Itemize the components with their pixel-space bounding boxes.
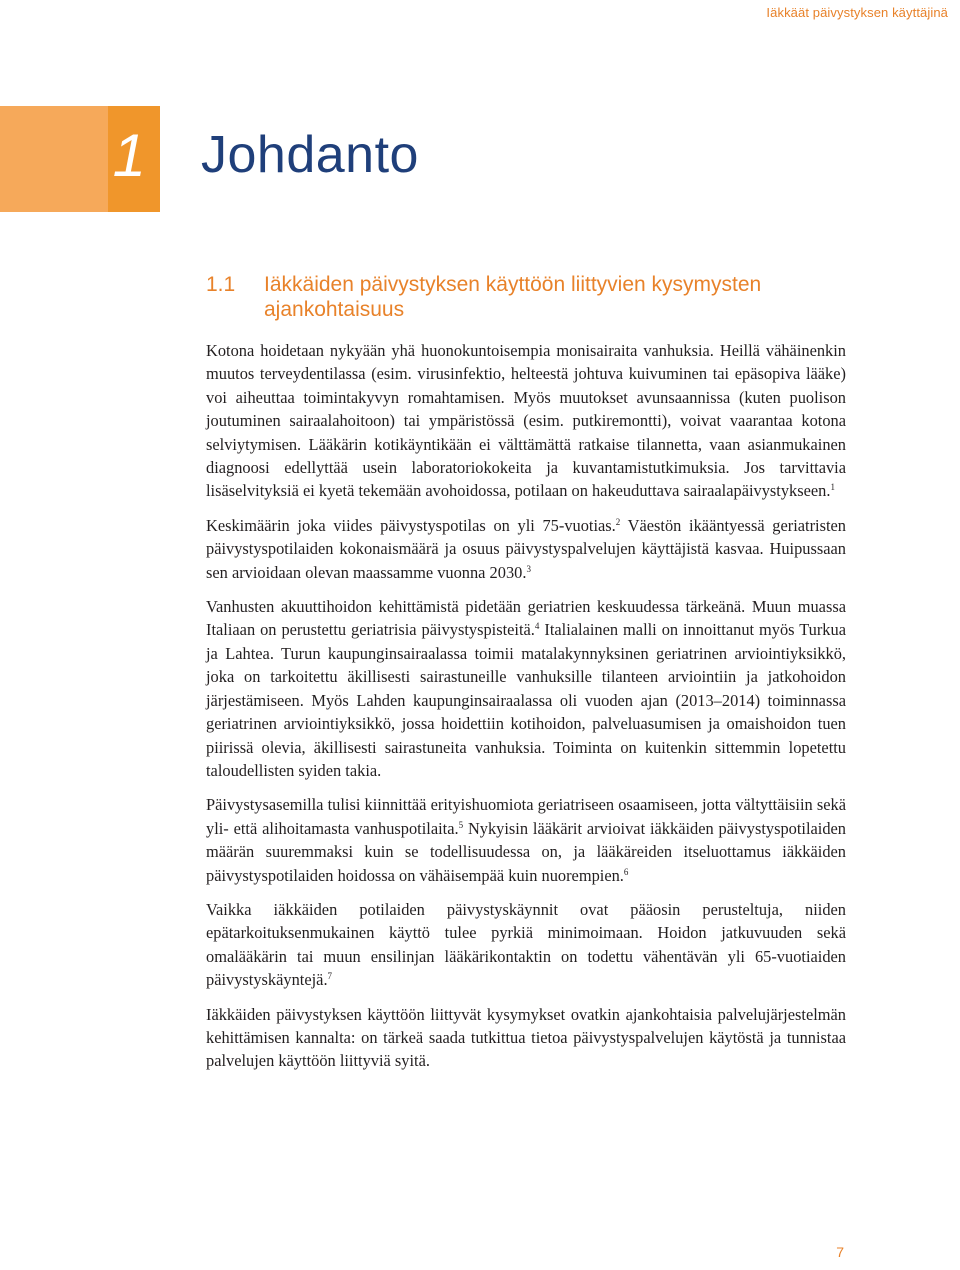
body-paragraph [206,339,846,503]
page-number: 7 [836,1244,844,1260]
paragraph-text: Nykyisin lääkärit arvioivat iäkkäiden päivystyspotilaiden määrän suuremmaksi kuin se todellisuudessa on, ja lääkäreiden itseluottamus iäkkäiden päivystyspotilaiden hoidossa on vähäisempää kuin nuorempien. [206,818,847,885]
paragraph-text: Päivystysasemilla tulisi kiinnittää erityishuomiota geriatriseen osaamiseen, jotta vältyttäisiin sekä yli- että alihoitamasta vanhuspotilaita. [206,795,846,838]
section-number: 1.1 [206,273,236,296]
body-paragraph [206,793,846,887]
footnote-reference: 7 [327,971,333,982]
footnote-reference: 4 [534,621,540,632]
footnote-reference: 1 [830,482,835,493]
chapter-title: Johdanto [201,126,419,184]
paragraph-text: Iäkkäiden päivystyksen käyttöön liittyvät kysymykset ovatkin ajankohtaisia palvelujärjestelmän kehittämisen kannalta: on tärkeä saada tutkittua tietoa päivystyspalvelujen käytöstä ja tunnistaa palvelujen käyttöön liittyviä syitä. [206,1004,846,1071]
chapter-number: 1 [112,122,146,189]
paragraph-text: Vaikka iäkkäiden potilaiden päivystyskäynnit ovat pääosin perusteltuja, niiden epätarkoituksenmukainen käyttö tulee pyrkiä minimoimaan. Hoidon jatkuvuuden sekä omalääkärin tai muun ensilinjan lääkärikontaktin on todettu vähentävän yli 65-vuotiaiden päivystyskäyntejä. [206,899,846,990]
body-paragraph [206,514,846,584]
footnote-reference: 2 [615,516,621,527]
chapter-box-strip [0,106,108,212]
section-heading [206,272,846,322]
footnote-reference: 5 [458,819,464,830]
footnote-reference: 6 [623,866,629,877]
paragraph-text: Kotona hoidetaan nykyään yhä huonokuntoisempia monisairaita vanhuksia. Heillä vähäinenkin muutos terveydentilassa (esim. virusinfektio, helteestä johtuva kuivuminen tai epäsopiva lääke) voi aiheuttaa toimintakyvyn romahtamisen. Myös muutokset avunsaannissa (kuten puolison joutuminen sairaalahoitoon) tai ympäristössä (esim. putkiremontti), voivat vaarantaa kotona selviytymisen. Lääkärin kotikäyntikään ei välttämättä ratkaise tilannetta, vaan asianmukainen diagnoosi edellyttää usein laboratoriokokeita ja kuvantamistutkimuksia. Jos tarvittavia lisäselvityksiä ei kyetä tekemään avohoidossa, potilaan on hakeuduttava sairaalapäivystykseen. [206,341,846,501]
paragraph-text: Vanhusten akuuttihoidon kehittämistä pidetään geriatrien keskuudessa tärkeänä. Muun muassa Italiaan on perustettu geriatrisia päivystyspisteitä. [206,597,846,640]
footnote-reference: 3 [526,563,531,574]
paragraph-text: Keskimäärin joka viides päivystyspotilas on yli 75-vuotias. [206,515,616,535]
running-header: Iäkkäät päivystyksen käyttäjinä [766,5,948,20]
paragraph-text: Italialainen malli on innoittanut myös Turkua ja Lahtea. Turun kaupunginsairaalassa toimii matalakynnyksinen geriatrinen arviointiyksikkö, joka on tarkoitettu äkillisesti sairastuneille vanhuksille tilanteen arviointiin ja jatkohoidon järjestämiseen. Myös Lahden kaupunginsairaalassa oli vuoden ajan (2013–2014) toiminnassa geriatrinen arviointiyksikkö, jossa hoidettiin kotihoidon, palveluasumisen ja omaishoidon tuen piirissä olevia, äkillisesti sairastuneita vanhuksia. Toiminta on kuitenkin sittemmin lopetettu taloudellisten syiden takia. [206,620,846,780]
body-paragraph [206,595,846,782]
body-paragraph [206,1003,846,1073]
section-title: Iäkkäiden päivystyksen käyttöön liittyvien kysymysten ajankohtaisuus [264,273,762,321]
body-paragraph [206,898,846,992]
paragraph-text: Väestön ikääntyessä geriatristen päivystyspotilaiden kokonaismäärä ja osuus päivystyspalvelujen käyttäjistä kasvaa. Huipussaan sen arvioidaan olevan maassamme vuonna 2030. [206,515,846,582]
body-text [206,339,846,1084]
